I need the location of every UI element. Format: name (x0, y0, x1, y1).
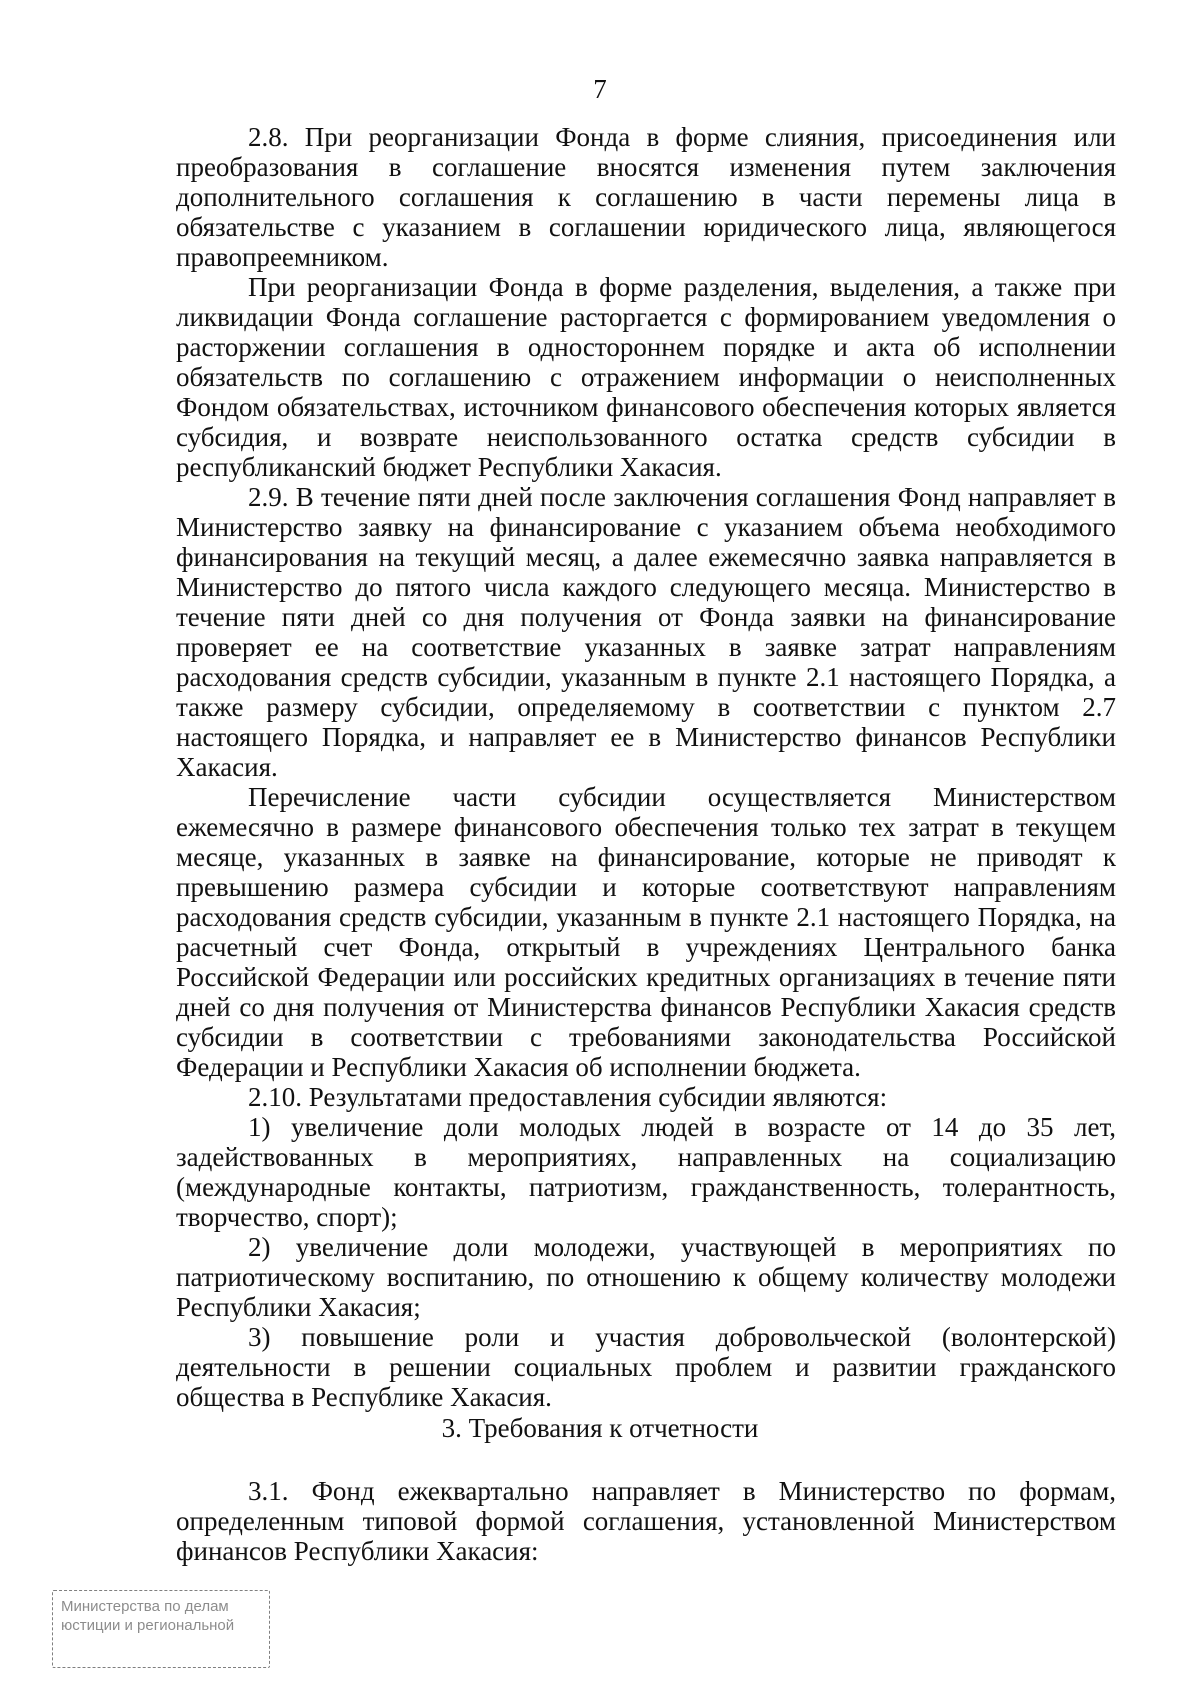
page-number: 7 (593, 74, 607, 104)
body-text (176, 122, 1116, 1412)
registration-stamp (52, 1590, 270, 1668)
result-item-1: 1) увеличение доли молодых людей в возрасте от 14 до 35 лет, задействованных в мероприятиях, направленных на социализацию (международные контакты, патриотизм, гражданственность, толерантность, творчество, спорт); (176, 1112, 1116, 1232)
paragraph-2-9: 2.9. В течение пяти дней после заключения соглашения Фонд направляет в Министерство заявку на финансирование с указанием объема необходимого финансирования на текущий месяц, а далее ежемесячно заявка направляется в Министерство до пятого числа каждого следующего месяца. Министерство в течение пяти дней со дня получения от Фонда заявки на финансирование проверяет ее на соответствие указанных в заявке затрат направлениям расходования средств субсидии, указанным в пункте 2.1 настоящего Порядка, а также размеру субсидии, определяемому в соответствии с пунктом 2.7 настоящего Порядка, и направляет ее в Министерство финансов Республики Хакасия. (176, 482, 1116, 782)
paragraph-2-10: 2.10. Результатами предоставления субсидии являются: (248, 1082, 888, 1112)
paragraph-2-8: 2.8. При реорганизации Фонда в форме слияния, присоединения или преобразования в соглашение вносятся изменения путем заключения дополнительного соглашения к соглашению в части перемены лица в обязательстве с указанием в соглашении юридического лица, являющегося правопреемником. (176, 122, 1116, 272)
section-3-text (176, 1476, 1116, 1566)
section-heading: 3. Требования к отчетности (441, 1413, 759, 1443)
paragraph-3-1: 3.1. Фонд ежеквартально направляет в Министерство по формам, определенным типовой формой соглашения, установленной Министерством финансов Республики Хакасия: (176, 1476, 1116, 1566)
stamp-line-2: юстиции и региональной (61, 1617, 235, 1634)
stamp-line-1: Министерства по делам (61, 1598, 229, 1615)
paragraph-reorganization: При реорганизации Фонда в форме разделения, выделения, а также при ликвидации Фонда соглашение расторгается с формированием уведомления о расторжении соглашения в одностороннем порядке и акта об исполнении обязательств по соглашению с отражением информации о неисполненных Фондом обязательствах, источником финансового обеспечения которых является субсидия, и возврате неиспользованного остатка средств субсидии в республиканский бюджет Республики Хакасия. (176, 272, 1116, 482)
result-item-3: 3) повышение роли и участия добровольческой (волонтерской) деятельности в решении социальных проблем и развитии гражданского общества в Республике Хакасия. (176, 1322, 1116, 1412)
result-item-2: 2) увеличение доли молодежи, участвующей в мероприятиях по патриотическому воспитанию, по отношению к общему количеству молодежи Республики Хакасия; (176, 1232, 1116, 1322)
paragraph-transfer: Перечисление части субсидии осуществляется Министерством ежемесячно в размере финансового обеспечения только тех затрат в текущем месяце, указанных в заявке на финансирование, которые не приводят к превышению размера субсидии и которые соответствуют направлениям расходования средств субсидии, указанным в пункте 2.1 настоящего Порядка, на расчетный счет Фонда, открытый в учреждениях Центрального банка Российской Федерации или российских кредитных организациях в течение пяти дней со дня получения от Министерства финансов Республики Хакасия средств субсидии в соответствии с требованиями законодательства Российской Федерации и Республики Хакасия об исполнении бюджета. (176, 782, 1116, 1082)
